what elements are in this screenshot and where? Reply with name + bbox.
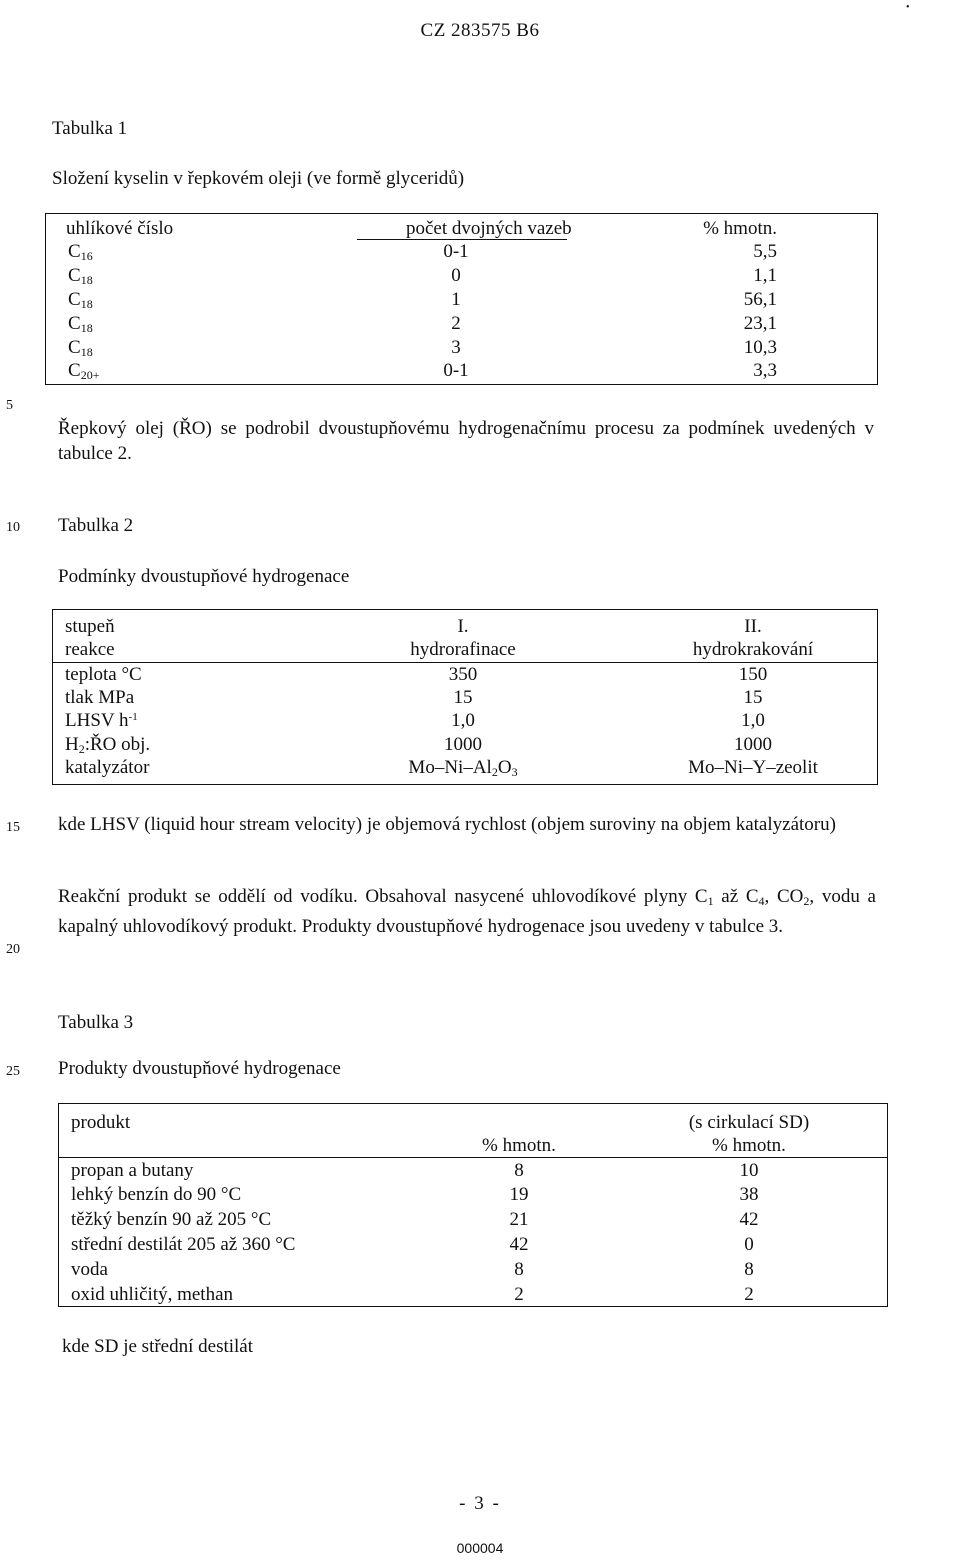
- table1-label: Tabulka 1: [52, 118, 128, 139]
- table2-stage1-cell: I.: [457, 616, 469, 637]
- table2-row: [53, 664, 877, 688]
- table3-value1: 42: [509, 1234, 529, 1255]
- table3-header-wt2: % hmotn.: [712, 1135, 786, 1156]
- table2-row: [53, 757, 877, 781]
- document-number: CZ 283575 B6: [420, 20, 540, 41]
- paragraph-2: kde LHSV (liquid hour stream velocity) je objemová rychlost (objem suroviny na objem katalyzátoru): [58, 814, 836, 835]
- table1-header-carbon: uhlíkové číslo: [66, 218, 174, 239]
- table1-caption: Složení kyselin v řepkovém oleji (ve formě glyceridů): [52, 168, 465, 189]
- catalyst-subscript: 2: [491, 765, 498, 779]
- table2: [52, 609, 878, 785]
- table3-value2: 38: [739, 1184, 759, 1205]
- table3-product: propan a butany: [71, 1160, 194, 1181]
- line-number: 20: [6, 942, 20, 957]
- table2-row: [53, 639, 877, 663]
- carbon-subscript: 18: [80, 345, 93, 359]
- carbon-base: C: [68, 313, 81, 334]
- table1-row: [46, 265, 877, 289]
- table2-label-superscript: -1: [128, 711, 138, 723]
- table2-stage2-cell: hydrokrakování: [692, 639, 814, 660]
- table3-product: lehký benzín do 90 °C: [71, 1184, 242, 1205]
- table3-product: těžký benzín 90 až 205 °C: [71, 1209, 272, 1230]
- table1-header-bonds: počet dvojných vazeb: [406, 218, 572, 239]
- line-number: 5: [6, 398, 13, 413]
- table2-stage1-cell: 1000: [444, 734, 482, 755]
- footnote: kde SD je střední destilát: [62, 1336, 254, 1357]
- carbon-base: C: [68, 265, 81, 286]
- table2-stage2-cell: 15: [743, 687, 763, 708]
- carbon-base: C: [68, 241, 81, 262]
- table3-value1: 8: [514, 1259, 524, 1280]
- table2-stage2-cell: II.: [744, 616, 762, 637]
- table1: [45, 213, 878, 385]
- table1-row: [46, 360, 877, 384]
- table1-wt: 10,3: [743, 337, 777, 358]
- paragraph-3: [58, 884, 876, 939]
- table3-value1: 19: [509, 1184, 529, 1205]
- table2-stage1-cell: 1,0: [451, 710, 475, 731]
- table2-label: Tabulka 2: [58, 515, 134, 536]
- table1-row: [46, 289, 877, 313]
- table3-value1: 8: [514, 1160, 524, 1181]
- paragraph-3-text: , vodu a kapalný uhlovodíkový produkt. Produkty dvoustupňové hydrogenace jsou uvedeny v tabulce 3.: [58, 886, 876, 937]
- table3-value2: 8: [744, 1259, 754, 1280]
- table3-value2: 2: [744, 1284, 754, 1305]
- paragraph-3-text: Reakční produkt se oddělí od vodíku. Obsahoval nasycené uhlovodíkové plyny C: [58, 886, 708, 907]
- line-number: 15: [6, 820, 20, 835]
- table3-header-row: [59, 1135, 887, 1159]
- table2-label-cell: teplota °C: [65, 664, 142, 685]
- table1-header-wt: % hmotn.: [703, 218, 777, 239]
- table3-value2: 42: [739, 1209, 759, 1230]
- table2-stage1-cell: 15: [453, 687, 473, 708]
- table1-bonds: 0-1: [443, 241, 469, 262]
- table1-wt: 3,3: [753, 360, 777, 381]
- table3-value2: 10: [739, 1160, 759, 1181]
- table1-bonds: 2: [451, 313, 461, 334]
- table3-product: voda: [71, 1259, 108, 1280]
- table3-row: [59, 1184, 887, 1208]
- table2-header-underline: [53, 662, 877, 663]
- table2-label-cell: H: [65, 734, 79, 755]
- table3-header-circulation: (s cirkulací SD): [688, 1112, 810, 1133]
- carbon-subscript: 18: [80, 321, 93, 335]
- table3-row: [59, 1234, 887, 1258]
- table3-product: střední destilát 205 až 360 °C: [71, 1234, 296, 1255]
- paragraph-3-subscript: 1: [707, 894, 714, 908]
- table3-row: [59, 1259, 887, 1283]
- table2-stage2-cell: 1000: [734, 734, 772, 755]
- table2-label-cell: reakce: [65, 639, 115, 660]
- table1-bonds: 3: [451, 337, 461, 358]
- table3-header-product: produkt: [71, 1112, 131, 1133]
- document-id: 000004: [456, 1540, 504, 1556]
- catalyst-formula: Mo–Ni–Al: [408, 757, 492, 778]
- carbon-subscript: 16: [80, 249, 93, 263]
- table1-row: [46, 241, 877, 265]
- table2-label-cell: tlak MPa: [65, 687, 135, 708]
- carbon-base: C: [68, 360, 81, 381]
- table2-row: [53, 734, 877, 758]
- table2-stage2-cell: 1,0: [741, 710, 765, 731]
- table2-caption: Podmínky dvoustupňové hydrogenace: [58, 566, 350, 587]
- carbon-base: C: [68, 289, 81, 310]
- paragraph-3-subscript: 4: [758, 894, 765, 908]
- table3-header-underline: [59, 1157, 887, 1158]
- table3-row: [59, 1284, 887, 1308]
- table3-value2: 0: [744, 1234, 754, 1255]
- table3-row: [59, 1209, 887, 1233]
- carbon-subscript: 20+: [80, 368, 100, 382]
- table3-value1: 21: [509, 1209, 529, 1230]
- table3-product: oxid uhličitý, methan: [71, 1284, 234, 1305]
- table1-header-underline: [357, 239, 567, 240]
- table1-bonds: 0: [451, 265, 461, 286]
- table3-label: Tabulka 3: [58, 1012, 134, 1033]
- table2-label-cell: LHSV h: [65, 710, 129, 731]
- carbon-base: C: [68, 337, 81, 358]
- carbon-subscript: 18: [80, 297, 93, 311]
- page-number: - 3 -: [459, 1493, 501, 1514]
- table2-label-cell: katalyzátor: [65, 757, 150, 778]
- table2-label-subscript: 2: [78, 742, 85, 756]
- table1-row: [46, 337, 877, 361]
- table3-value1: 2: [514, 1284, 524, 1305]
- table2-row: [53, 616, 877, 640]
- table2-row: [53, 710, 877, 734]
- table3-caption: Produkty dvoustupňové hydrogenace: [58, 1058, 341, 1079]
- table2-stage1-cell: hydrorafinace: [410, 639, 516, 660]
- table2-row: [53, 687, 877, 711]
- table2-stage1-cell: 350: [448, 664, 478, 685]
- table3: [58, 1103, 888, 1307]
- table2-stage2-cell: Mo–Ni–Y–zeolit: [688, 757, 818, 778]
- line-number: 25: [6, 1064, 20, 1079]
- table3-row: [59, 1160, 887, 1184]
- table1-bonds: 1: [451, 289, 461, 310]
- table1-wt: 56,1: [743, 289, 777, 310]
- table2-stage2-cell: 150: [738, 664, 768, 685]
- scan-artifact-dot: •: [906, 2, 910, 13]
- table1-wt: 23,1: [743, 313, 777, 334]
- table3-header-row: [59, 1112, 887, 1136]
- table1-row: [46, 313, 877, 337]
- table1-wt: 1,1: [753, 265, 777, 286]
- paragraph-3-text: , CO: [764, 886, 804, 907]
- catalyst-subscript: 3: [511, 765, 518, 779]
- carbon-subscript: 18: [80, 273, 93, 287]
- table1-bonds: 0-1: [443, 360, 469, 381]
- paragraph-3-subscript: 2: [803, 894, 810, 908]
- table2-label-cell-rest: :ŘO obj.: [84, 734, 151, 755]
- table3-header-wt1: % hmotn.: [482, 1135, 556, 1156]
- line-number: 10: [6, 520, 20, 535]
- paragraph-3-text: až C: [713, 886, 759, 907]
- table1-wt: 5,5: [753, 241, 777, 262]
- table2-label-cell: stupeň: [65, 616, 115, 637]
- paragraph-1: Řepkový olej (ŘO) se podrobil dvoustupňovému hydrogenačnímu procesu za podmínek uvedených v tabulce 2.: [58, 418, 874, 464]
- catalyst-formula-oxygen: O: [497, 757, 512, 778]
